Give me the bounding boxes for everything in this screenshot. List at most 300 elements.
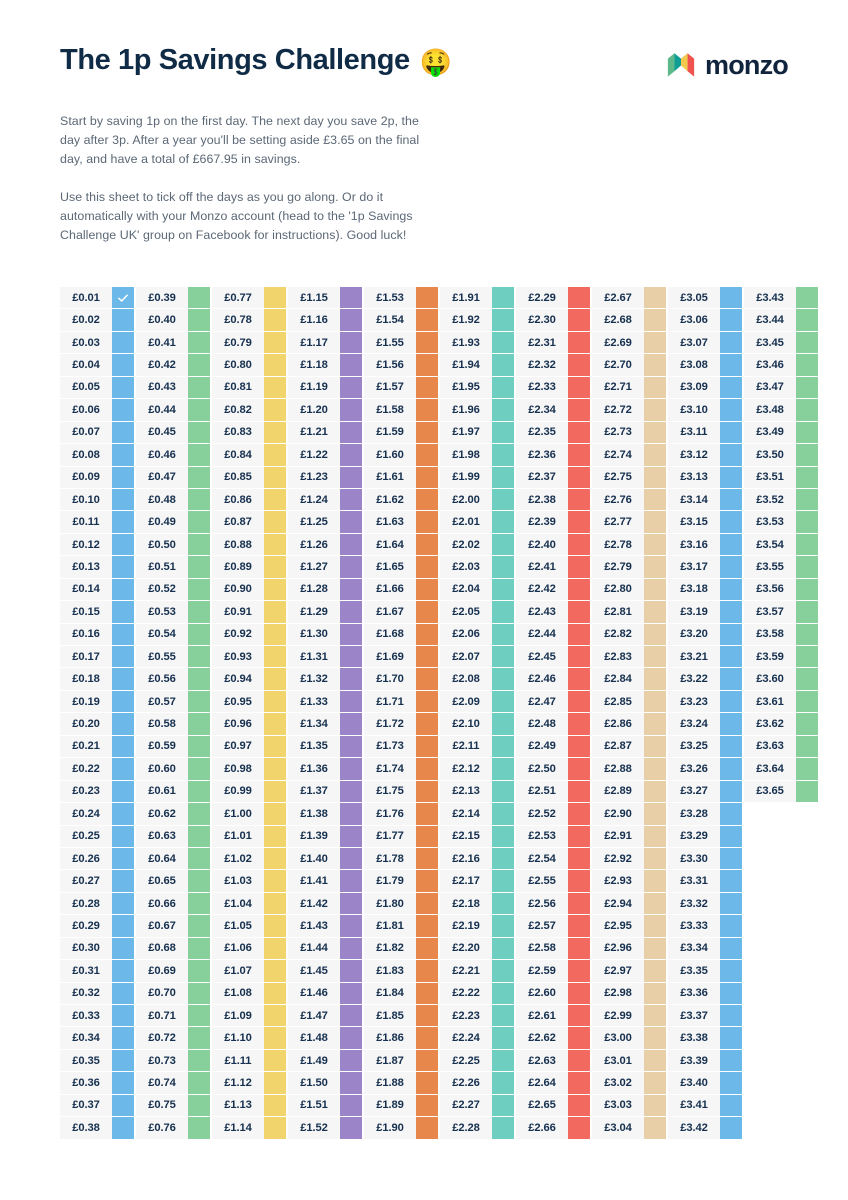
checkbox-day-144[interactable] xyxy=(340,938,362,960)
checkbox-day-76[interactable] xyxy=(188,1117,210,1139)
checkbox-day-70[interactable] xyxy=(188,983,210,1005)
checkbox-day-362[interactable] xyxy=(796,713,818,735)
checkbox-day-173[interactable] xyxy=(416,736,438,758)
checkbox-day-293[interactable] xyxy=(644,870,666,892)
checkbox-day-63[interactable] xyxy=(188,826,210,848)
checkbox-day-338[interactable] xyxy=(720,1027,742,1049)
checkbox-day-314[interactable] xyxy=(720,489,742,511)
checkbox-day-346[interactable] xyxy=(796,354,818,376)
checkbox-day-191[interactable] xyxy=(492,287,514,309)
checkbox-day-243[interactable] xyxy=(568,601,590,623)
checkbox-day-364[interactable] xyxy=(796,758,818,780)
checkbox-day-229[interactable] xyxy=(568,287,590,309)
checkbox-day-11[interactable] xyxy=(112,511,134,533)
checkbox-day-151[interactable] xyxy=(340,1095,362,1117)
checkbox-day-86[interactable] xyxy=(264,489,286,511)
checkbox-day-61[interactable] xyxy=(188,781,210,803)
checkbox-day-193[interactable] xyxy=(492,332,514,354)
checkbox-day-291[interactable] xyxy=(644,826,666,848)
checkbox-day-176[interactable] xyxy=(416,803,438,825)
checkbox-day-132[interactable] xyxy=(340,668,362,690)
checkbox-day-207[interactable] xyxy=(492,646,514,668)
checkbox-day-91[interactable] xyxy=(264,601,286,623)
checkbox-day-273[interactable] xyxy=(644,422,666,444)
checkbox-day-31[interactable] xyxy=(112,960,134,982)
checkbox-day-27[interactable] xyxy=(112,870,134,892)
checkbox-day-71[interactable] xyxy=(188,1005,210,1027)
checkbox-day-181[interactable] xyxy=(416,915,438,937)
checkbox-day-141[interactable] xyxy=(340,870,362,892)
checkbox-day-117[interactable] xyxy=(340,332,362,354)
checkbox-day-325[interactable] xyxy=(720,736,742,758)
checkbox-day-349[interactable] xyxy=(796,422,818,444)
checkbox-day-351[interactable] xyxy=(796,467,818,489)
checkbox-day-215[interactable] xyxy=(492,826,514,848)
checkbox-day-143[interactable] xyxy=(340,915,362,937)
checkbox-day-97[interactable] xyxy=(264,736,286,758)
checkbox-day-365[interactable] xyxy=(796,781,818,803)
checkbox-day-360[interactable] xyxy=(796,668,818,690)
checkbox-day-114[interactable] xyxy=(264,1117,286,1139)
checkbox-day-194[interactable] xyxy=(492,354,514,376)
checkbox-day-244[interactable] xyxy=(568,624,590,646)
checkbox-day-321[interactable] xyxy=(720,646,742,668)
checkbox-day-209[interactable] xyxy=(492,691,514,713)
checkbox-day-159[interactable] xyxy=(416,422,438,444)
checkbox-day-110[interactable] xyxy=(264,1027,286,1049)
checkbox-day-288[interactable] xyxy=(644,758,666,780)
checkbox-day-265[interactable] xyxy=(568,1095,590,1117)
checkbox-day-352[interactable] xyxy=(796,489,818,511)
checkbox-day-58[interactable] xyxy=(188,713,210,735)
checkbox-day-177[interactable] xyxy=(416,826,438,848)
checkbox-day-126[interactable] xyxy=(340,534,362,556)
checkbox-day-211[interactable] xyxy=(492,736,514,758)
checkbox-day-40[interactable] xyxy=(188,309,210,331)
checkbox-day-235[interactable] xyxy=(568,422,590,444)
checkbox-day-122[interactable] xyxy=(340,444,362,466)
checkbox-day-274[interactable] xyxy=(644,444,666,466)
checkbox-day-152[interactable] xyxy=(340,1117,362,1139)
checkbox-day-255[interactable] xyxy=(568,870,590,892)
checkbox-day-313[interactable] xyxy=(720,467,742,489)
checkbox-day-190[interactable] xyxy=(416,1117,438,1139)
checkbox-day-261[interactable] xyxy=(568,1005,590,1027)
checkbox-day-231[interactable] xyxy=(568,332,590,354)
checkbox-day-267[interactable] xyxy=(644,287,666,309)
checkbox-day-331[interactable] xyxy=(720,870,742,892)
checkbox-day-298[interactable] xyxy=(644,983,666,1005)
checkbox-day-95[interactable] xyxy=(264,691,286,713)
checkbox-day-3[interactable] xyxy=(112,332,134,354)
checkbox-day-233[interactable] xyxy=(568,377,590,399)
checkbox-day-72[interactable] xyxy=(188,1027,210,1049)
checkbox-day-286[interactable] xyxy=(644,713,666,735)
checkbox-day-295[interactable] xyxy=(644,915,666,937)
checkbox-day-85[interactable] xyxy=(264,467,286,489)
checkbox-day-156[interactable] xyxy=(416,354,438,376)
checkbox-day-185[interactable] xyxy=(416,1005,438,1027)
checkbox-day-283[interactable] xyxy=(644,646,666,668)
checkbox-day-350[interactable] xyxy=(796,444,818,466)
checkbox-day-131[interactable] xyxy=(340,646,362,668)
checkbox-day-133[interactable] xyxy=(340,691,362,713)
checkbox-day-116[interactable] xyxy=(340,309,362,331)
checkbox-day-307[interactable] xyxy=(720,332,742,354)
checkbox-day-220[interactable] xyxy=(492,938,514,960)
checkbox-day-259[interactable] xyxy=(568,960,590,982)
checkbox-day-94[interactable] xyxy=(264,668,286,690)
checkbox-day-354[interactable] xyxy=(796,534,818,556)
checkbox-day-272[interactable] xyxy=(644,399,666,421)
checkbox-day-236[interactable] xyxy=(568,444,590,466)
checkbox-day-323[interactable] xyxy=(720,691,742,713)
checkbox-day-238[interactable] xyxy=(568,489,590,511)
checkbox-day-8[interactable] xyxy=(112,444,134,466)
checkbox-day-129[interactable] xyxy=(340,601,362,623)
checkbox-day-214[interactable] xyxy=(492,803,514,825)
checkbox-day-271[interactable] xyxy=(644,377,666,399)
checkbox-day-66[interactable] xyxy=(188,893,210,915)
checkbox-day-101[interactable] xyxy=(264,826,286,848)
checkbox-day-330[interactable] xyxy=(720,848,742,870)
checkbox-day-18[interactable] xyxy=(112,668,134,690)
checkbox-day-257[interactable] xyxy=(568,915,590,937)
checkbox-day-335[interactable] xyxy=(720,960,742,982)
checkbox-day-119[interactable] xyxy=(340,377,362,399)
checkbox-day-228[interactable] xyxy=(492,1117,514,1139)
checkbox-day-359[interactable] xyxy=(796,646,818,668)
checkbox-day-239[interactable] xyxy=(568,511,590,533)
checkbox-day-340[interactable] xyxy=(720,1072,742,1094)
checkbox-day-9[interactable] xyxy=(112,467,134,489)
checkbox-day-342[interactable] xyxy=(720,1117,742,1139)
checkbox-day-208[interactable] xyxy=(492,668,514,690)
checkbox-day-303[interactable] xyxy=(644,1095,666,1117)
checkbox-day-294[interactable] xyxy=(644,893,666,915)
checkbox-day-251[interactable] xyxy=(568,781,590,803)
checkbox-day-50[interactable] xyxy=(188,534,210,556)
checkbox-day-35[interactable] xyxy=(112,1050,134,1072)
checkbox-day-202[interactable] xyxy=(492,534,514,556)
checkbox-day-292[interactable] xyxy=(644,848,666,870)
checkbox-day-316[interactable] xyxy=(720,534,742,556)
checkbox-day-120[interactable] xyxy=(340,399,362,421)
checkbox-day-38[interactable] xyxy=(112,1117,134,1139)
checkbox-day-55[interactable] xyxy=(188,646,210,668)
checkbox-day-4[interactable] xyxy=(112,354,134,376)
checkbox-day-285[interactable] xyxy=(644,691,666,713)
checkbox-day-329[interactable] xyxy=(720,826,742,848)
checkbox-day-355[interactable] xyxy=(796,556,818,578)
checkbox-day-106[interactable] xyxy=(264,938,286,960)
checkbox-day-89[interactable] xyxy=(264,556,286,578)
checkbox-day-96[interactable] xyxy=(264,713,286,735)
checkbox-day-311[interactable] xyxy=(720,422,742,444)
checkbox-day-128[interactable] xyxy=(340,579,362,601)
checkbox-day-306[interactable] xyxy=(720,309,742,331)
checkbox-day-192[interactable] xyxy=(492,309,514,331)
checkbox-day-69[interactable] xyxy=(188,960,210,982)
checkbox-day-337[interactable] xyxy=(720,1005,742,1027)
checkbox-day-146[interactable] xyxy=(340,983,362,1005)
checkbox-day-332[interactable] xyxy=(720,893,742,915)
checkbox-day-46[interactable] xyxy=(188,444,210,466)
checkbox-day-158[interactable] xyxy=(416,399,438,421)
checkbox-day-322[interactable] xyxy=(720,668,742,690)
checkbox-day-59[interactable] xyxy=(188,736,210,758)
checkbox-day-147[interactable] xyxy=(340,1005,362,1027)
checkbox-day-15[interactable] xyxy=(112,601,134,623)
checkbox-day-23[interactable] xyxy=(112,781,134,803)
checkbox-day-36[interactable] xyxy=(112,1072,134,1094)
checkbox-day-17[interactable] xyxy=(112,646,134,668)
checkbox-day-317[interactable] xyxy=(720,556,742,578)
checkbox-day-281[interactable] xyxy=(644,601,666,623)
checkbox-day-345[interactable] xyxy=(796,332,818,354)
checkbox-day-347[interactable] xyxy=(796,377,818,399)
checkbox-day-130[interactable] xyxy=(340,624,362,646)
checkbox-day-308[interactable] xyxy=(720,354,742,376)
checkbox-day-150[interactable] xyxy=(340,1072,362,1094)
checkbox-day-264[interactable] xyxy=(568,1072,590,1094)
checkbox-day-206[interactable] xyxy=(492,624,514,646)
checkbox-day-142[interactable] xyxy=(340,893,362,915)
checkbox-day-304[interactable] xyxy=(644,1117,666,1139)
checkbox-day-51[interactable] xyxy=(188,556,210,578)
checkbox-day-41[interactable] xyxy=(188,332,210,354)
checkbox-day-37[interactable] xyxy=(112,1095,134,1117)
checkbox-day-112[interactable] xyxy=(264,1072,286,1094)
checkbox-day-19[interactable] xyxy=(112,691,134,713)
checkbox-day-1[interactable] xyxy=(112,287,134,309)
checkbox-day-92[interactable] xyxy=(264,624,286,646)
checkbox-day-315[interactable] xyxy=(720,511,742,533)
checkbox-day-217[interactable] xyxy=(492,870,514,892)
checkbox-day-195[interactable] xyxy=(492,377,514,399)
checkbox-day-137[interactable] xyxy=(340,781,362,803)
checkbox-day-218[interactable] xyxy=(492,893,514,915)
checkbox-day-213[interactable] xyxy=(492,781,514,803)
checkbox-day-168[interactable] xyxy=(416,624,438,646)
checkbox-day-343[interactable] xyxy=(796,287,818,309)
checkbox-day-74[interactable] xyxy=(188,1072,210,1094)
checkbox-day-348[interactable] xyxy=(796,399,818,421)
checkbox-day-361[interactable] xyxy=(796,691,818,713)
checkbox-day-14[interactable] xyxy=(112,579,134,601)
checkbox-day-319[interactable] xyxy=(720,601,742,623)
checkbox-day-305[interactable] xyxy=(720,287,742,309)
checkbox-day-268[interactable] xyxy=(644,309,666,331)
checkbox-day-39[interactable] xyxy=(188,287,210,309)
checkbox-day-12[interactable] xyxy=(112,534,134,556)
checkbox-day-43[interactable] xyxy=(188,377,210,399)
checkbox-day-237[interactable] xyxy=(568,467,590,489)
checkbox-day-216[interactable] xyxy=(492,848,514,870)
checkbox-day-270[interactable] xyxy=(644,354,666,376)
checkbox-day-75[interactable] xyxy=(188,1095,210,1117)
checkbox-day-249[interactable] xyxy=(568,736,590,758)
checkbox-day-327[interactable] xyxy=(720,781,742,803)
checkbox-day-157[interactable] xyxy=(416,377,438,399)
checkbox-day-205[interactable] xyxy=(492,601,514,623)
checkbox-day-68[interactable] xyxy=(188,938,210,960)
checkbox-day-201[interactable] xyxy=(492,511,514,533)
checkbox-day-88[interactable] xyxy=(264,534,286,556)
checkbox-day-127[interactable] xyxy=(340,556,362,578)
checkbox-day-136[interactable] xyxy=(340,758,362,780)
checkbox-day-263[interactable] xyxy=(568,1050,590,1072)
checkbox-day-162[interactable] xyxy=(416,489,438,511)
checkbox-day-187[interactable] xyxy=(416,1050,438,1072)
checkbox-day-21[interactable] xyxy=(112,736,134,758)
checkbox-day-266[interactable] xyxy=(568,1117,590,1139)
checkbox-day-44[interactable] xyxy=(188,399,210,421)
checkbox-day-60[interactable] xyxy=(188,758,210,780)
checkbox-day-47[interactable] xyxy=(188,467,210,489)
checkbox-day-180[interactable] xyxy=(416,893,438,915)
checkbox-day-297[interactable] xyxy=(644,960,666,982)
checkbox-day-83[interactable] xyxy=(264,422,286,444)
checkbox-day-198[interactable] xyxy=(492,444,514,466)
checkbox-day-284[interactable] xyxy=(644,668,666,690)
checkbox-day-170[interactable] xyxy=(416,668,438,690)
checkbox-day-52[interactable] xyxy=(188,579,210,601)
checkbox-day-357[interactable] xyxy=(796,601,818,623)
checkbox-day-107[interactable] xyxy=(264,960,286,982)
checkbox-day-339[interactable] xyxy=(720,1050,742,1072)
checkbox-day-164[interactable] xyxy=(416,534,438,556)
checkbox-day-301[interactable] xyxy=(644,1050,666,1072)
checkbox-day-302[interactable] xyxy=(644,1072,666,1094)
checkbox-day-341[interactable] xyxy=(720,1095,742,1117)
checkbox-day-241[interactable] xyxy=(568,556,590,578)
checkbox-day-6[interactable] xyxy=(112,399,134,421)
checkbox-day-5[interactable] xyxy=(112,377,134,399)
checkbox-day-262[interactable] xyxy=(568,1027,590,1049)
checkbox-day-277[interactable] xyxy=(644,511,666,533)
checkbox-day-102[interactable] xyxy=(264,848,286,870)
checkbox-day-312[interactable] xyxy=(720,444,742,466)
checkbox-day-324[interactable] xyxy=(720,713,742,735)
checkbox-day-7[interactable] xyxy=(112,422,134,444)
checkbox-day-45[interactable] xyxy=(188,422,210,444)
checkbox-day-138[interactable] xyxy=(340,803,362,825)
checkbox-day-25[interactable] xyxy=(112,826,134,848)
checkbox-day-252[interactable] xyxy=(568,803,590,825)
checkbox-day-135[interactable] xyxy=(340,736,362,758)
checkbox-day-20[interactable] xyxy=(112,713,134,735)
checkbox-day-260[interactable] xyxy=(568,983,590,1005)
checkbox-day-78[interactable] xyxy=(264,309,286,331)
checkbox-day-183[interactable] xyxy=(416,960,438,982)
checkbox-day-242[interactable] xyxy=(568,579,590,601)
checkbox-day-32[interactable] xyxy=(112,983,134,1005)
checkbox-day-204[interactable] xyxy=(492,579,514,601)
checkbox-day-81[interactable] xyxy=(264,377,286,399)
checkbox-day-169[interactable] xyxy=(416,646,438,668)
checkbox-day-184[interactable] xyxy=(416,983,438,1005)
checkbox-day-318[interactable] xyxy=(720,579,742,601)
checkbox-day-77[interactable] xyxy=(264,287,286,309)
checkbox-day-105[interactable] xyxy=(264,915,286,937)
checkbox-day-125[interactable] xyxy=(340,511,362,533)
checkbox-day-113[interactable] xyxy=(264,1095,286,1117)
checkbox-day-22[interactable] xyxy=(112,758,134,780)
checkbox-day-232[interactable] xyxy=(568,354,590,376)
checkbox-day-56[interactable] xyxy=(188,668,210,690)
checkbox-day-26[interactable] xyxy=(112,848,134,870)
checkbox-day-253[interactable] xyxy=(568,826,590,848)
checkbox-day-163[interactable] xyxy=(416,511,438,533)
checkbox-day-42[interactable] xyxy=(188,354,210,376)
checkbox-day-165[interactable] xyxy=(416,556,438,578)
checkbox-day-334[interactable] xyxy=(720,938,742,960)
checkbox-day-358[interactable] xyxy=(796,624,818,646)
checkbox-day-53[interactable] xyxy=(188,601,210,623)
checkbox-day-221[interactable] xyxy=(492,960,514,982)
checkbox-day-219[interactable] xyxy=(492,915,514,937)
checkbox-day-111[interactable] xyxy=(264,1050,286,1072)
checkbox-day-121[interactable] xyxy=(340,422,362,444)
checkbox-day-328[interactable] xyxy=(720,803,742,825)
checkbox-day-246[interactable] xyxy=(568,668,590,690)
checkbox-day-224[interactable] xyxy=(492,1027,514,1049)
checkbox-day-115[interactable] xyxy=(340,287,362,309)
checkbox-day-30[interactable] xyxy=(112,938,134,960)
checkbox-day-73[interactable] xyxy=(188,1050,210,1072)
checkbox-day-344[interactable] xyxy=(796,309,818,331)
checkbox-day-248[interactable] xyxy=(568,713,590,735)
checkbox-day-182[interactable] xyxy=(416,938,438,960)
checkbox-day-269[interactable] xyxy=(644,332,666,354)
checkbox-day-226[interactable] xyxy=(492,1072,514,1094)
checkbox-day-203[interactable] xyxy=(492,556,514,578)
checkbox-day-57[interactable] xyxy=(188,691,210,713)
checkbox-day-175[interactable] xyxy=(416,781,438,803)
checkbox-day-275[interactable] xyxy=(644,467,666,489)
checkbox-day-2[interactable] xyxy=(112,309,134,331)
checkbox-day-179[interactable] xyxy=(416,870,438,892)
checkbox-day-310[interactable] xyxy=(720,399,742,421)
checkbox-day-245[interactable] xyxy=(568,646,590,668)
checkbox-day-254[interactable] xyxy=(568,848,590,870)
checkbox-day-299[interactable] xyxy=(644,1005,666,1027)
checkbox-day-186[interactable] xyxy=(416,1027,438,1049)
checkbox-day-196[interactable] xyxy=(492,399,514,421)
checkbox-day-200[interactable] xyxy=(492,489,514,511)
checkbox-day-104[interactable] xyxy=(264,893,286,915)
checkbox-day-29[interactable] xyxy=(112,915,134,937)
checkbox-day-225[interactable] xyxy=(492,1050,514,1072)
checkbox-day-333[interactable] xyxy=(720,915,742,937)
checkbox-day-336[interactable] xyxy=(720,983,742,1005)
checkbox-day-54[interactable] xyxy=(188,624,210,646)
checkbox-day-123[interactable] xyxy=(340,467,362,489)
checkbox-day-289[interactable] xyxy=(644,781,666,803)
checkbox-day-139[interactable] xyxy=(340,826,362,848)
checkbox-day-174[interactable] xyxy=(416,758,438,780)
checkbox-day-48[interactable] xyxy=(188,489,210,511)
checkbox-day-80[interactable] xyxy=(264,354,286,376)
checkbox-day-167[interactable] xyxy=(416,601,438,623)
checkbox-day-287[interactable] xyxy=(644,736,666,758)
checkbox-day-118[interactable] xyxy=(340,354,362,376)
checkbox-day-320[interactable] xyxy=(720,624,742,646)
checkbox-day-149[interactable] xyxy=(340,1050,362,1072)
checkbox-day-90[interactable] xyxy=(264,579,286,601)
checkbox-day-108[interactable] xyxy=(264,983,286,1005)
